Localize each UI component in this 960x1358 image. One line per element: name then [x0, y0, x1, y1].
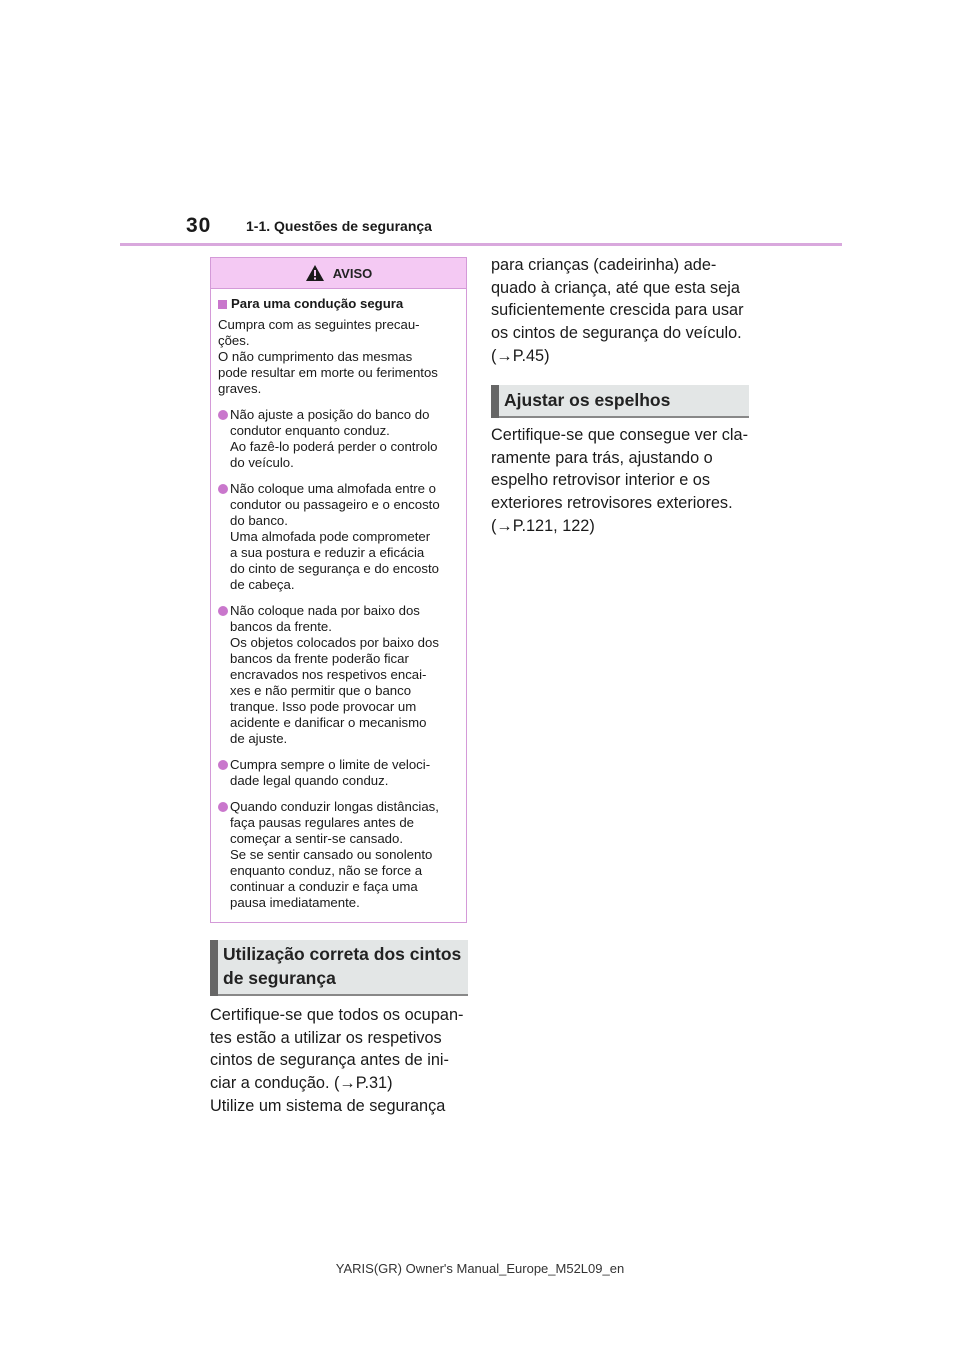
warning-item-text: Cumpra sempre o limite de veloci- dade legal quando conduz. — [230, 757, 431, 788]
header-rule — [120, 243, 842, 246]
warning-item-text: Não ajuste a posição do banco do condutor enquanto conduz. Ao fazê-lo poderá perder o controlo do veículo. — [230, 407, 438, 470]
bullet-dot-icon — [218, 606, 228, 616]
page-number: 30 — [186, 214, 212, 237]
bullet-dot-icon — [218, 760, 228, 770]
warning-item-text: Quando conduzir longas distâncias, faça pausas regulares antes de começar a sentir-se cansado. Se se sentir cansado ou sonolento enquanto conduz, não se force a continuar a conduzir e faça uma pausa imediatamente. — [230, 799, 439, 910]
warning-heading — [218, 296, 459, 312]
warning-item — [218, 603, 459, 747]
heading-bar — [491, 385, 499, 418]
warning-triangle-icon — [305, 264, 325, 282]
section-title: 1-1. Questões de segurança — [246, 218, 432, 234]
seatbelt-heading-text: Utilização correta dos cintos de segurança — [223, 944, 462, 988]
bullet-dot-icon — [218, 802, 228, 812]
warning-header — [211, 258, 466, 289]
warning-heading-text: Para uma condução segura — [231, 296, 404, 311]
right-continuation-text: para crianças (cadeirinha) ade- quado à criança, até que esta seja suficientemente crescida para usar os cintos de segurança do veículo. (→P.45) — [491, 256, 744, 365]
footer: YARIS(GR) Owner's Manual_Europe_M52L09_en — [335, 1261, 625, 1276]
warning-intro: Cumpra com as seguintes precau- ções. O não cumprimento das mesmas pode resultar em morte ou ferimentos graves. — [218, 317, 438, 396]
seatbelt-heading — [210, 940, 468, 996]
mirror-heading-text: Ajustar os espelhos — [504, 390, 671, 410]
warning-item-text: Não coloque nada por baixo dos bancos da frente. Os objetos colocados por baixo dos bancos da frente poderão ficar encravados nos respetivos encai- xes e não permitir que o banco tranque. Isso pode provocar um acidente e danificar o mecanismo de ajuste. — [230, 603, 439, 746]
mirror-heading — [491, 385, 749, 418]
warning-item — [218, 481, 459, 593]
square-bullet-icon — [218, 300, 227, 309]
bullet-dot-icon — [218, 410, 228, 420]
mirror-body: Certifique-se que consegue ver cla- ramente para trás, ajustando o espelho retrovisor interior e os exteriores retrovisores exteriores. (→P.121, 122) — [491, 426, 749, 535]
heading-bar — [210, 940, 218, 996]
seatbelt-body: Certifique-se que todos os ocupan- tes estão a utilizar os respetivos cintos de segurança antes de ini- ciar a condução. (→P.31) Utilize um sistema de segurança — [210, 1006, 464, 1115]
warning-item — [218, 407, 459, 471]
warning-item — [218, 799, 459, 911]
bullet-dot-icon — [218, 484, 228, 494]
warning-box — [210, 257, 467, 923]
warning-item-text: Não coloque uma almofada entre o condutor ou passageiro e o encosto do banco. Uma almofada pode comprometer a sua postura e reduzir a eficácia do cinto de segurança e do encosto de cabeça. — [230, 481, 440, 592]
warning-item — [218, 757, 459, 789]
warning-title: AVISO — [332, 265, 373, 281]
warning-content — [211, 289, 466, 911]
